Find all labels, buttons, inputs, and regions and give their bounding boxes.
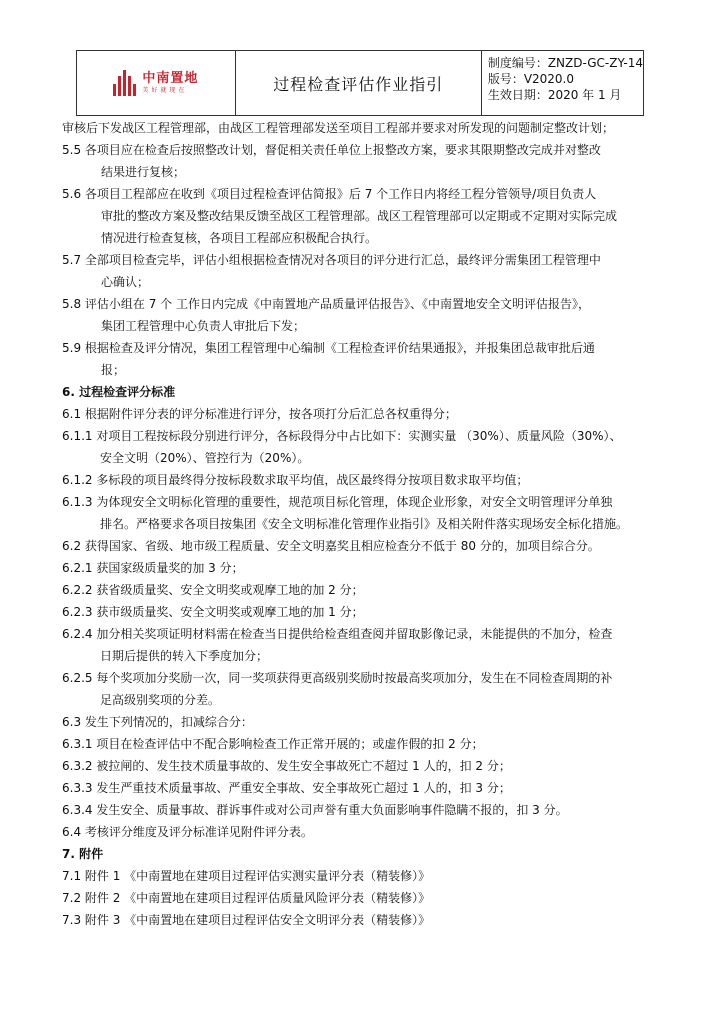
clause-6-1-2: 6.1.2 多标段的项目最终得分按标段数求取平均值，战区最终得分按项目数求取平均值； [62, 473, 529, 487]
logo-slogan: 美好就现在 [142, 87, 188, 94]
clause-5-9: 5.9 根据检查及评分情况，集团工程管理中心编制《工程检查评价结果通报》，并报集团总裁审批后通 [62, 341, 595, 355]
section-heading-6: 6. 过程检查评分标准 [62, 385, 176, 399]
clause-6-3-4: 6.3.4 发生安全、质量事故、群诉事件或对公司声誉有重大负面影响事件隐瞒不报的，扣 3 分。 [62, 803, 568, 817]
clause-continuation: 日期后提供的转入下季度加分； [100, 649, 269, 663]
document-body [62, 117, 662, 931]
body-line: 审核后下发战区工程管理部，由战区工程管理部发送至项目工程部并要求对所发现的问题制定整改计划； [62, 121, 615, 135]
clause-6-4: 6.4 考核评分维度及评分标准详见附件评分表。 [62, 825, 313, 839]
document-title: 过程检查评估作业指引 [236, 51, 482, 115]
clause-5-5: 5.5 各项目应在检查后按照整改计划，督促相关责任单位上报整改方案，要求其限期整改完成并对整改 [62, 143, 601, 157]
clause-7-2: 7.2 附件 2 《中南置地在建项目过程评估质量风险评分表（精装修）》 [62, 891, 431, 905]
logo-mark-icon [113, 70, 136, 96]
clause-6-3-2: 6.3.2 被拉闸的、发生技术质量事故的、发生安全事故死亡不超过 1 人的，扣 2 分； [62, 759, 511, 773]
clause-6-1-1: 6.1.1 对项目工程按标段分别进行评分，各标段得分中占比如下：实测实量 （30%）、质量风险（30%）、 [62, 429, 622, 443]
clause-continuation: 安全文明（20%）、管控行为（20%）。 [100, 451, 310, 465]
clause-5-8: 5.8 评估小组在 7 个 工作日内完成《中南置地产品质量评估报告》、《中南置地安全文明评估报告》， [62, 297, 590, 311]
clause-6-1-3: 6.1.3 为体现安全文明标化管理的重要性，规范项目标化管理，体现企业形象，对安全文明管理评分单独 [62, 495, 613, 509]
clause-6-3-3: 6.3.3 发生严重技术质量事故、严重安全事故、安全事故死亡超过 1 人的，扣 3 分； [62, 781, 511, 795]
logo-name: 中南置地 [142, 71, 199, 86]
section-heading-7: 7. 附件 [62, 847, 104, 861]
clause-6-2: 6.2 获得国家、省级、地市级工程质量、安全文明嘉奖且相应检查分不低于 80 分的，加项目综合分。 [62, 539, 600, 553]
clause-5-6: 5.6 各项目工程部应在收到《项目过程检查评估简报》后 7 个工作日内将经工程分管领导/项目负责人 [62, 187, 597, 201]
effective-date: 生效日期：2020 年 1 月 [487, 88, 622, 102]
clause-6-2-2: 6.2.2 获省级质量奖、安全文明奖或观摩工地的加 2 分； [62, 583, 364, 597]
doc-version: 版号：V2020.0 [487, 72, 575, 86]
clause-continuation: 审批的整改方案及整改结果反馈至战区工程管理部。战区工程管理部可以定期或不定期对实际完成 [101, 209, 618, 223]
clause-6-2-1: 6.2.1 获国家级质量奖的加 3 分； [62, 561, 244, 575]
document-header [76, 50, 644, 116]
clause-6-3-1: 6.3.1 项目在检查评估中不配合影响检查工作正常开展的；或虚作假的扣 2 分； [62, 737, 484, 751]
clause-continuation: 结果进行复核； [101, 165, 186, 179]
clause-7-1: 7.1 附件 1 《中南置地在建项目过程评估实测实量评分表（精装修）》 [62, 869, 431, 883]
clause-continuation: 足高级别奖项的分差。 [100, 693, 221, 707]
clause-continuation: 排名。严格要求各项目按集团《安全文明标准化管理作业指引》及相关附件落实现场安全标化措施。 [100, 517, 629, 531]
clause-continuation: 集团工程管理中心负责人审批后下发； [101, 319, 306, 333]
clause-5-7: 5.7 全部项目检查完毕，评估小组根据检查情况对各项目的评分进行汇总，最终评分需集团工程管理中 [62, 253, 601, 267]
logo [77, 51, 236, 115]
clause-6-3: 6.3 发生下列情况的，扣减综合分： [62, 715, 253, 729]
doc-code: 制度编号：ZNZD-GC-ZY-14 [487, 56, 643, 70]
clause-6-2-5: 6.2.5 每个奖项加分奖励一次，同一奖项获得更高级别奖励时按最高奖项加分，发生在不同检查周期的补 [62, 671, 613, 685]
clause-7-3: 7.3 附件 3 《中南置地在建项目过程评估安全文明评分表（精装修）》 [62, 913, 431, 927]
clause-6-2-3: 6.2.3 获市级质量奖、安全文明奖或观摩工地的加 1 分； [62, 605, 364, 619]
clause-6-2-4: 6.2.4 加分相关奖项证明材料需在检查当日提供给检查组查阅并留取影像记录，未能提供的不加分，检查 [62, 627, 613, 641]
clause-continuation: 心确认； [101, 275, 150, 289]
document-meta [482, 51, 643, 115]
clause-continuation: 情况进行检查复核，各项目工程部应积极配合执行。 [101, 231, 378, 245]
clause-continuation: 报； [101, 363, 126, 377]
clause-6-1: 6.1 根据附件评分表的评分标准进行评分，按各项打分后汇总各权重得分； [62, 407, 457, 421]
